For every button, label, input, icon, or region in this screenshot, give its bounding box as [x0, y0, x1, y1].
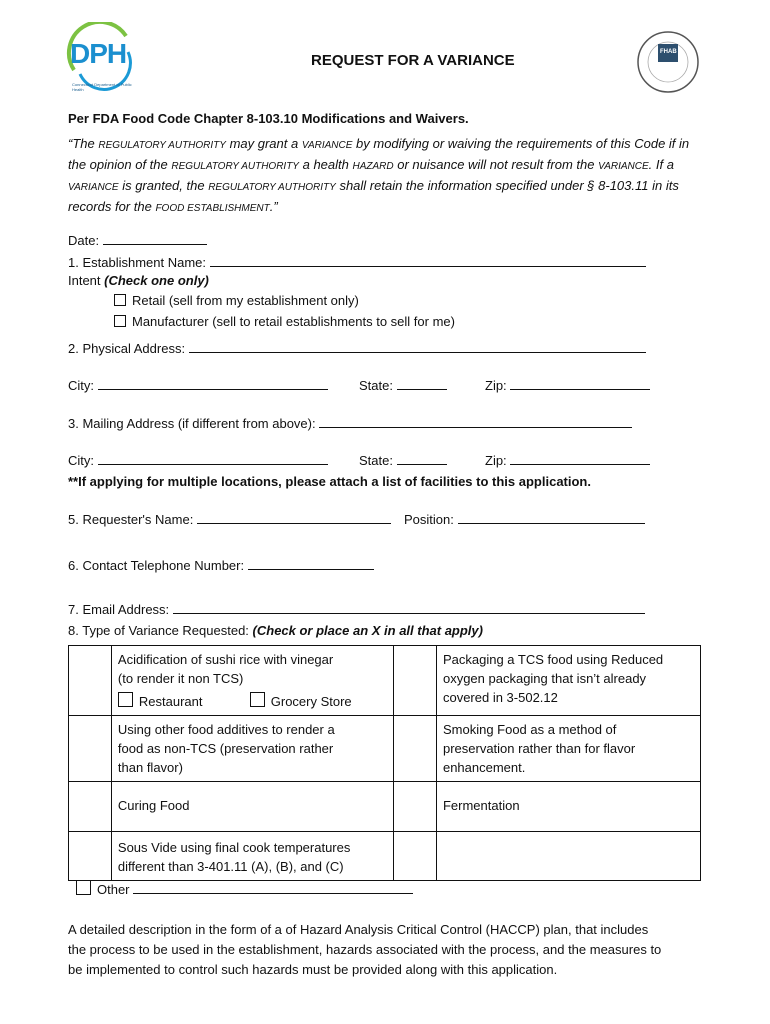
smoking-cell: [436, 716, 700, 782]
quote-text: by modifying or waiving the requirements of this Code if in: [352, 136, 690, 151]
manufacturer-checkbox[interactable]: [114, 315, 126, 327]
table-row: [69, 716, 701, 782]
mailing-address-field: [68, 415, 632, 431]
additives-text: than flavor): [117, 760, 183, 775]
quote-text: is granted, the: [118, 178, 209, 193]
quote-text: or nuisance will not result from the: [393, 157, 599, 172]
multiple-locations-note: **If applying for multiple locations, please attach a list of facilities to this application.: [68, 474, 591, 489]
zip-label: Zip:: [485, 453, 507, 468]
city-label: City:: [68, 378, 94, 393]
establishment-input[interactable]: [210, 254, 646, 267]
additives-check-cell[interactable]: [69, 716, 112, 782]
smoking-check-cell[interactable]: [394, 716, 437, 782]
other-field: [76, 880, 413, 897]
sous-vide-cell: [111, 832, 393, 881]
variance-type-heading: [68, 623, 483, 638]
mailing-state-field: [359, 452, 447, 468]
acidification-check-cell[interactable]: [69, 646, 112, 716]
physical-address-input[interactable]: [189, 340, 646, 353]
mailing-state-input[interactable]: [397, 452, 447, 465]
rop-check-cell[interactable]: [394, 646, 437, 716]
variance-type-table: [68, 645, 701, 881]
quote-term: VARIANCE: [301, 140, 353, 151]
quote-text: the opinion of the: [68, 157, 172, 172]
fermentation-check-cell[interactable]: [394, 782, 437, 832]
establishment-field: [68, 254, 646, 270]
rop-cell: [436, 646, 700, 716]
restaurant-label: Restaurant: [138, 694, 203, 709]
physical-zip-input[interactable]: [510, 377, 650, 390]
manufacturer-label: Manufacturer (sell to retail establishments to sell for me): [132, 314, 455, 329]
quote-term: REGULATORY AUTHORITY: [208, 182, 336, 193]
page-title: REQUEST FOR A VARIANCE: [311, 52, 515, 69]
position-label: Position:: [404, 512, 454, 527]
state-label: State:: [359, 453, 393, 468]
establishment-label: 1. Establishment Name:: [68, 255, 207, 270]
other-input[interactable]: [133, 881, 413, 894]
other-label: Other: [97, 882, 130, 897]
empty-check-cell[interactable]: [394, 832, 437, 881]
table-row: [69, 832, 701, 881]
intent-manufacturer-option[interactable]: [114, 314, 455, 329]
physical-city-input[interactable]: [98, 377, 328, 390]
physical-city-field: [68, 377, 328, 393]
phone-input[interactable]: [248, 557, 374, 570]
city-label: City:: [68, 453, 94, 468]
requester-name-field: [68, 511, 391, 527]
zip-label: Zip:: [485, 378, 507, 393]
table-row: [69, 646, 701, 716]
rop-text: covered in 3-502.12: [442, 690, 558, 705]
quote-text: records for the: [68, 199, 156, 214]
quote-term: VARIANCE: [68, 182, 119, 193]
table-row: [69, 782, 701, 832]
other-checkbox[interactable]: [76, 880, 91, 895]
haccp-line-2: the process to be used in the establishment, hazards associated with the process, and the measures to: [68, 942, 662, 957]
intent-label: Intent: [68, 273, 105, 288]
quote-text: shall retain the information specified under § 8-103.11 in its: [335, 178, 679, 193]
dph-logo-text: DPH: [70, 38, 127, 69]
rop-text: Packaging a TCS food using Reduced: [442, 652, 664, 667]
sous-vide-text: Sous Vide using final cook temperatures: [117, 840, 351, 855]
acidification-options: [118, 692, 387, 711]
date-field: [68, 232, 207, 248]
quote-text: .”: [269, 199, 278, 214]
variance-type-hint: (Check or place an X in all that apply): [252, 623, 483, 638]
haccp-line-1: A detailed description in the form of a of Hazard Analysis Critical Control (HACCP) plan, that includes: [68, 922, 649, 937]
code-reference-heading: Per FDA Food Code Chapter 8-103.10 Modifications and Waivers.: [68, 111, 469, 126]
quote-text: may grant a: [225, 136, 302, 151]
curing-text: Curing Food: [117, 798, 190, 813]
rop-text: oxygen packaging that isn’t already: [442, 671, 647, 686]
position-field: [404, 511, 645, 527]
quote-term: FOOD ESTABLISHMENT: [155, 203, 270, 214]
grocery-store-label: Grocery Store: [270, 694, 352, 709]
quote-text: “The: [68, 136, 99, 151]
email-input[interactable]: [173, 601, 645, 614]
curing-check-cell[interactable]: [69, 782, 112, 832]
phone-label: 6. Contact Telephone Number:: [68, 558, 245, 573]
sous-vide-check-cell[interactable]: [69, 832, 112, 881]
haccp-line-3: be implemented to control such hazards must be provided along with this application.: [68, 962, 558, 977]
requester-name-label: 5. Requester's Name:: [68, 512, 194, 527]
mailing-address-input[interactable]: [319, 415, 632, 428]
phone-field: [68, 557, 374, 573]
physical-state-field: [359, 377, 447, 393]
acidification-cell: [111, 646, 393, 716]
retail-label: Retail (sell from my establishment only): [132, 293, 359, 308]
additives-text: Using other food additives to render a: [117, 722, 335, 737]
mailing-city-input[interactable]: [98, 452, 328, 465]
requester-name-input[interactable]: [197, 511, 391, 524]
intent-retail-option[interactable]: [114, 293, 359, 308]
date-label: Date:: [68, 233, 100, 248]
empty-cell: [436, 832, 700, 881]
date-input[interactable]: [103, 232, 207, 245]
curing-cell: [111, 782, 393, 832]
intent-hint: (Check one only): [104, 273, 209, 288]
quote-text: a health: [298, 157, 353, 172]
quote-term: REGULATORY AUTHORITY: [98, 140, 226, 151]
physical-address-label: 2. Physical Address:: [68, 341, 186, 356]
mailing-city-field: [68, 452, 328, 468]
intent-heading: [68, 273, 209, 288]
mailing-zip-input[interactable]: [510, 452, 650, 465]
fermentation-text: Fermentation: [442, 798, 520, 813]
mailing-address-label: 3. Mailing Address (if different from above):: [68, 416, 316, 431]
position-input[interactable]: [458, 511, 645, 524]
physical-zip-field: [485, 377, 650, 393]
smoking-text: Smoking Food as a method of: [442, 722, 617, 737]
quote-text: . If a: [648, 157, 674, 172]
email-label: 7. Email Address:: [68, 602, 170, 617]
acidification-text: Acidification of sushi rice with vinegar: [117, 652, 334, 667]
code-quote-line-4: [68, 196, 278, 219]
quote-term: VARIANCE: [598, 161, 649, 172]
fermentation-cell: [436, 782, 700, 832]
code-quote-line-1: [68, 133, 689, 156]
mailing-zip-field: [485, 452, 650, 468]
acidification-text: (to render it non TCS): [117, 671, 244, 686]
fhab-seal: [636, 30, 700, 94]
physical-address-field: [68, 340, 646, 356]
additives-cell: [111, 716, 393, 782]
dph-logo: [66, 22, 136, 94]
variance-type-label: 8. Type of Variance Requested:: [68, 623, 253, 638]
additives-text: food as non-TCS (preservation rather: [117, 741, 334, 756]
state-label: State:: [359, 378, 393, 393]
code-quote-line-3: [68, 175, 679, 198]
code-quote-line-2: [68, 154, 674, 177]
fhab-seal-text: FHAB: [660, 49, 677, 55]
sous-vide-text: different than 3-401.11 (A), (B), and (C): [117, 859, 344, 874]
smoking-text: preservation rather than for flavor: [442, 741, 636, 756]
restaurant-checkbox[interactable]: [118, 692, 133, 707]
email-field: [68, 601, 645, 617]
quote-term: REGULATORY AUTHORITY: [171, 161, 299, 172]
physical-state-input[interactable]: [397, 377, 447, 390]
retail-checkbox[interactable]: [114, 294, 126, 306]
smoking-text: enhancement.: [442, 760, 526, 775]
quote-term: HAZARD: [352, 161, 394, 172]
dph-logo-subtext: Connecticut Department of Public Health: [72, 82, 132, 92]
grocery-store-checkbox[interactable]: [250, 692, 265, 707]
